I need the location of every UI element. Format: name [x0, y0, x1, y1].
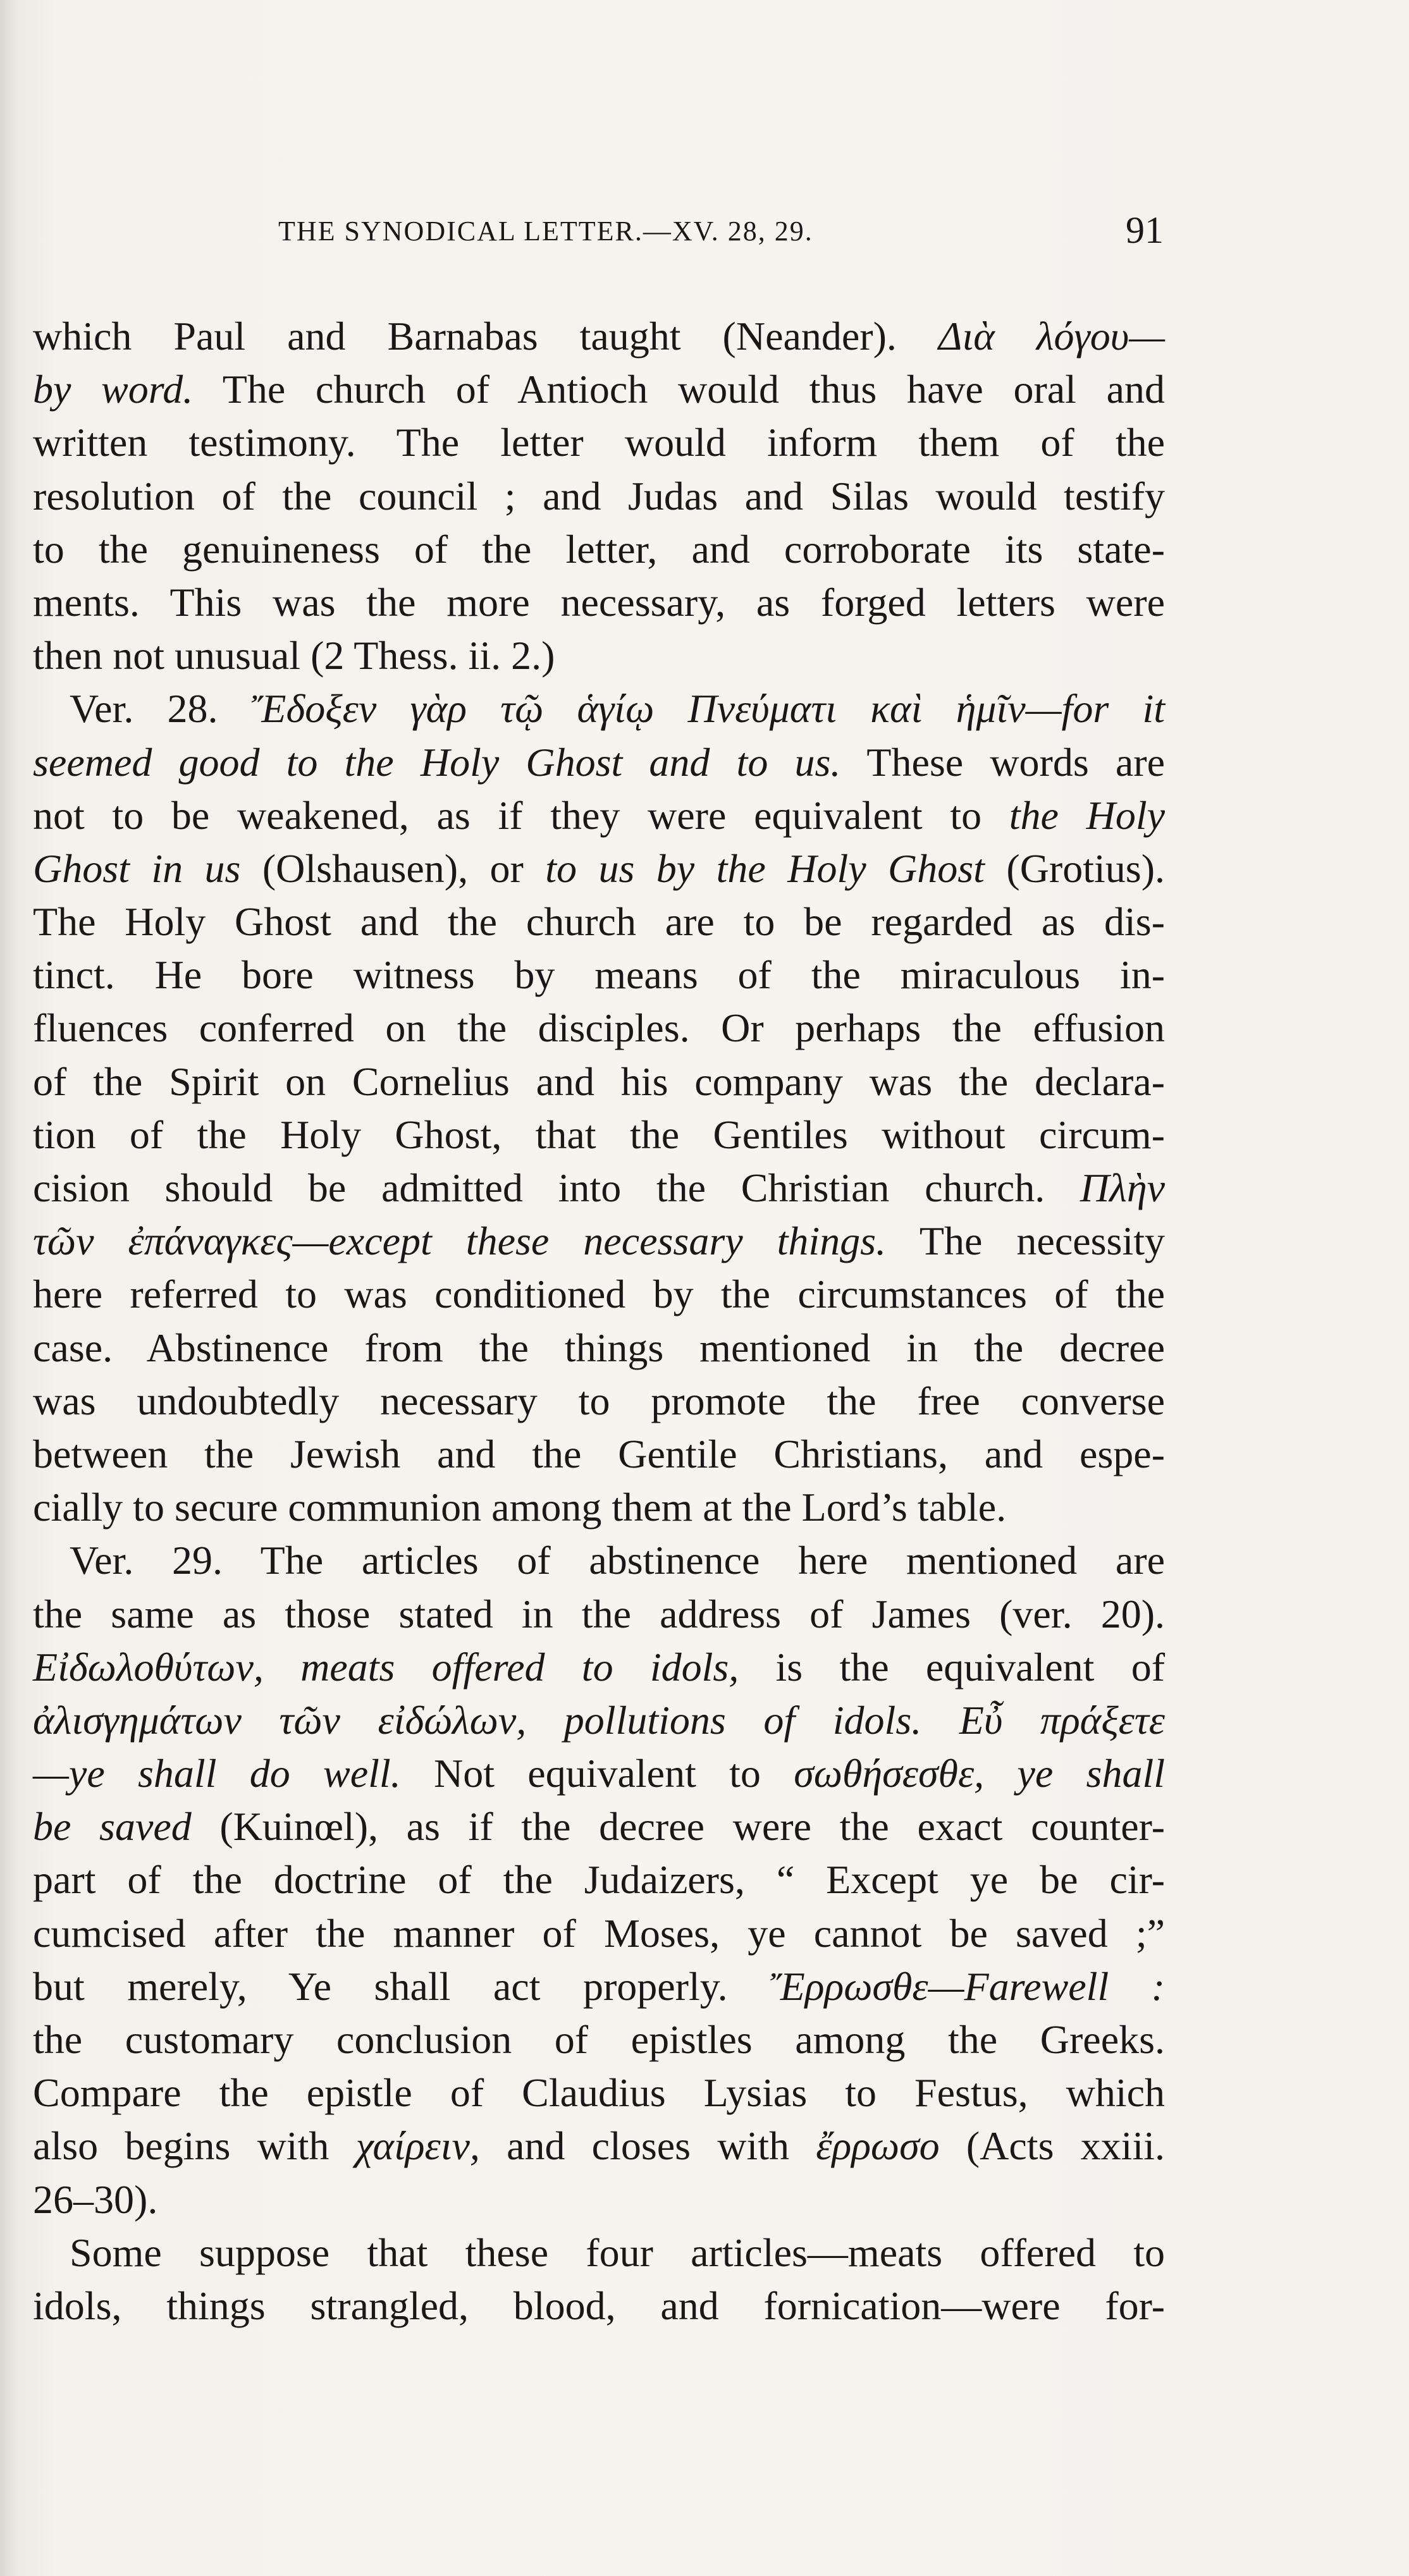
text-line — [33, 2066, 1165, 2119]
text-line — [33, 2226, 1165, 2279]
italic-text: Πλὴν — [1080, 1165, 1165, 1210]
text-segment: part of the doctrine of the Judaizers, “ Except ye be cir- — [33, 1857, 1165, 1903]
italic-text: seemed good to the Holy Ghost and to us. — [33, 739, 841, 785]
text-segment: and closes with — [479, 2123, 816, 2169]
text-line — [33, 470, 1165, 523]
text-segment: between the Jewish and the Gentile Christians, and espe- — [33, 1431, 1165, 1476]
running-title: THE SYNODICAL LETTER.—XV. 28, 29. — [278, 216, 813, 247]
text-line — [33, 1853, 1165, 1906]
text-line — [33, 1322, 1165, 1375]
italic-text: Ἔδοξεν γὰρ τῷ ἁγίῳ Πνεύματι καὶ ἡμῖν—for it — [251, 686, 1166, 732]
italic-text: τῶν ἐπάναγκες—except these necessary things. — [33, 1218, 887, 1264]
text-line — [33, 948, 1165, 1002]
italic-text: the Holy — [1009, 792, 1166, 838]
text-line — [33, 1215, 1165, 1268]
text-line — [33, 1800, 1165, 1853]
text-segment: Compare the epistle of Claudius Lysias to Festus, which — [33, 2070, 1165, 2116]
text-line — [33, 1641, 1165, 1694]
text-segment: tinct. He bore witness by means of the miraculous in- — [33, 952, 1165, 998]
text-line — [33, 682, 1165, 735]
text-line — [33, 1055, 1165, 1108]
italic-text: ἔρρωσο — [816, 2123, 940, 2169]
text-line — [33, 416, 1165, 469]
text-segment: These words are — [840, 739, 1166, 785]
text-line — [33, 1481, 1165, 1534]
text-line — [33, 1002, 1165, 1055]
italic-text: by word. — [33, 367, 194, 412]
text-segment: cumcised after the manner of Moses, ye cannot be saved ;” — [33, 1910, 1165, 1956]
text-segment: cision should be admitted into the Christian church. — [33, 1165, 1080, 1210]
italic-text: ἀλισγημάτων τῶν εἰδώλων, pollutions of idols. — [33, 1697, 922, 1743]
text-line — [33, 629, 1165, 682]
italic-text: Εὖ πράξετε — [959, 1697, 1166, 1743]
text-segment: was undoubtedly necessary to promote the free converse — [33, 1378, 1165, 1423]
text-line — [33, 1694, 1165, 1747]
text-line — [33, 736, 1165, 789]
text-line — [33, 2119, 1165, 2173]
text-line — [33, 363, 1165, 416]
text-segment: the customary conclusion of epistles among the Greeks. — [33, 2017, 1165, 2062]
text-line — [33, 1428, 1165, 1481]
text-line — [33, 1960, 1165, 2013]
italic-text: Ghost in us — [33, 845, 241, 891]
text-segment: not to be weakened, as if they were equivalent to — [33, 792, 1009, 838]
italic-text: to us by the Holy Ghost — [545, 845, 985, 891]
text-segment: 26–30). — [33, 2176, 158, 2222]
text-line — [33, 842, 1165, 895]
text-segment: written testimony. The letter would inform them of the — [33, 420, 1165, 465]
text-line — [33, 1588, 1165, 1641]
text-segment: Not equivalent to — [400, 1751, 794, 1796]
page-number: 91 — [1126, 209, 1164, 251]
italic-text: be saved — [33, 1804, 192, 1849]
text-line — [33, 1747, 1165, 1800]
text-segment: the same as those stated in the address of James (ver. 20). — [33, 1591, 1165, 1636]
text-segment: case. Abstinence from the things mentioned in the decree — [33, 1325, 1165, 1370]
italic-text: χαίρειν, — [355, 2123, 480, 2169]
italic-text: Διὰ λόγου— — [938, 314, 1165, 359]
text-line — [33, 576, 1165, 629]
text-line — [33, 2279, 1165, 2333]
text-line — [33, 1268, 1165, 1321]
text-line — [33, 310, 1165, 363]
text-line — [33, 1108, 1165, 1162]
text-segment: ments. This was the more necessary, as forged letters were — [33, 579, 1165, 625]
text-segment: (Kuinœl), as if the decree were the exact counter- — [191, 1804, 1165, 1849]
text-segment — [921, 1698, 959, 1743]
text-line — [33, 789, 1165, 842]
text-segment: of the Spirit on Cornelius and his company was the declara- — [33, 1058, 1165, 1104]
text-segment: to the genuineness of the letter, and corroborate its state- — [33, 526, 1165, 572]
text-segment: The church of Antioch would thus have oral and — [193, 367, 1166, 412]
text-segment: idols, things strangled, blood, and fornication—were for- — [33, 2283, 1165, 2328]
text-line — [33, 2013, 1165, 2066]
text-segment: (Olshausen), or — [240, 845, 546, 891]
italic-text: —ye shall do well. — [33, 1751, 401, 1796]
body-text — [33, 310, 1165, 2333]
text-line — [33, 1375, 1165, 1428]
text-line — [33, 895, 1165, 948]
text-segment: (Acts xxiii. — [939, 2123, 1166, 2169]
text-line — [33, 1162, 1165, 1215]
text-line — [33, 1907, 1165, 1960]
text-segment: The necessity — [886, 1218, 1166, 1264]
text-line — [33, 1534, 1165, 1587]
italic-text: Εἰδωλοθύτων, meats offered to idols, — [33, 1644, 739, 1690]
text-segment: Ver. 29. The articles of abstinence here mentioned are — [70, 1538, 1165, 1583]
italic-text: Ἔρρωσθε—Farewell : — [770, 1963, 1166, 2009]
text-segment: which Paul and Barnabas taught (Neander). — [33, 314, 938, 359]
text-segment: cially to secure communion among them at the Lord’s table. — [33, 1485, 1007, 1530]
text-segment: Some suppose that these four articles—meats offered to — [70, 2229, 1165, 2275]
text-segment: here referred to was conditioned by the circumstances of the — [33, 1272, 1165, 1317]
text-segment: but merely, Ye shall act properly. — [33, 1963, 771, 2009]
text-segment: tion of the Holy Ghost, that the Gentiles without circum- — [33, 1112, 1165, 1157]
page-header — [278, 209, 1164, 259]
text-segment: The Holy Ghost and the church are to be regarded as dis- — [33, 899, 1165, 945]
text-line — [33, 2173, 1165, 2226]
text-segment: also begins with — [33, 2123, 356, 2169]
text-segment: fluences conferred on the disciples. Or perhaps the effusion — [33, 1005, 1165, 1051]
text-segment: then not unusual (2 Thess. ii. 2.) — [33, 633, 555, 678]
text-segment: is the equivalent of — [739, 1644, 1165, 1690]
text-line — [33, 523, 1165, 576]
italic-text: σωθήσεσθε, ye shall — [794, 1751, 1166, 1796]
text-segment: Ver. 28. — [70, 686, 252, 732]
text-segment: (Grotius). — [984, 845, 1166, 891]
text-segment: resolution of the council ; and Judas and Silas would testify — [33, 473, 1165, 518]
